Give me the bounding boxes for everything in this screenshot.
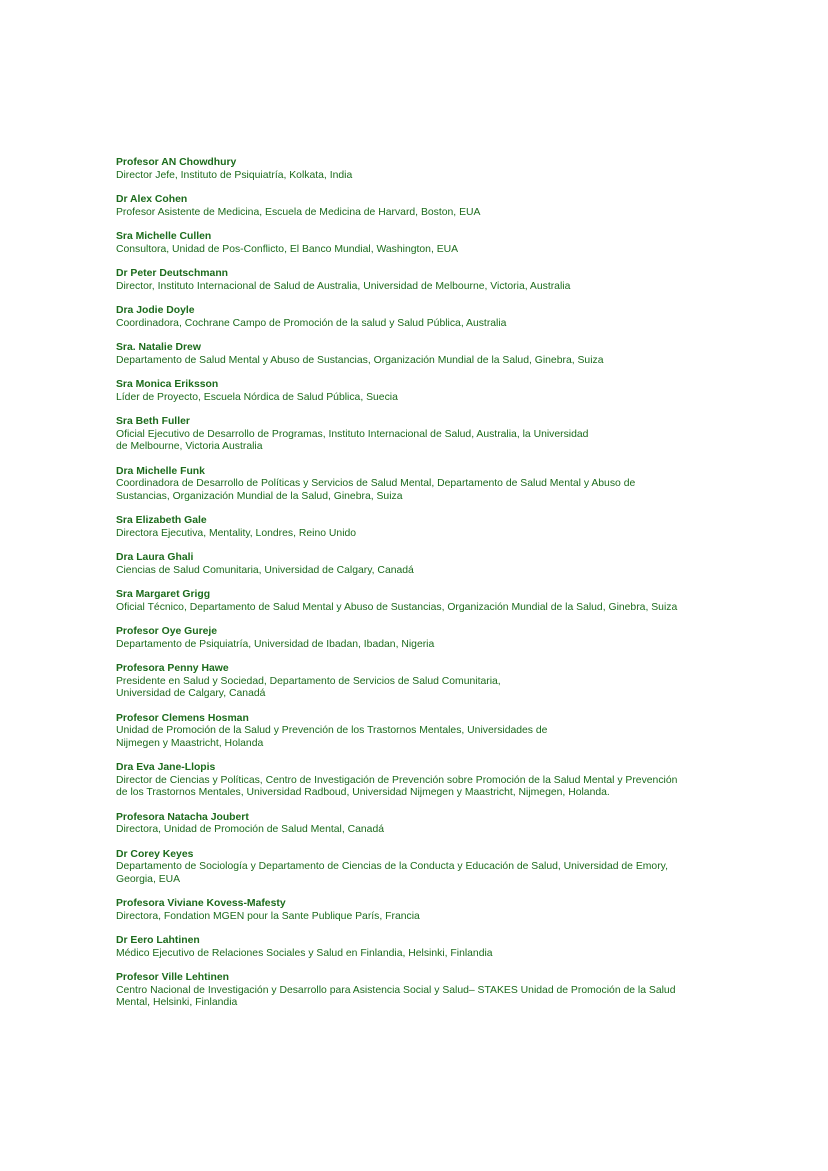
contributor-entry [116, 713, 716, 751]
contributor-name: Sra. Natalie Drew [116, 342, 201, 353]
contributor-name: Dra Eva Jane-Llopis [116, 762, 216, 773]
contributor-list [116, 157, 716, 1022]
contributor-name: Profesor Ville Lehtinen [116, 972, 229, 983]
contributor-name: Dr Eero Lahtinen [116, 935, 200, 946]
contributor-entry [116, 552, 716, 577]
contributor-entry [116, 268, 716, 293]
contributor-affiliation: Centro Nacional de Investigación y Desarrollo para Asistencia Social y Salud– STAKES Unidad de Promoción de la Salud Mental, Helsinki, Finlandia [116, 984, 676, 1008]
contributor-name: Sra Monica Eriksson [116, 379, 219, 390]
contributor-entry [116, 305, 716, 330]
contributor-affiliation: Profesor Asistente de Medicina, Escuela de Medicina de Harvard, Boston, EUA [116, 206, 481, 218]
contributor-entry [116, 812, 716, 837]
contributor-entry [116, 898, 716, 923]
contributor-name: Profesora Viviane Kovess-Mafesty [116, 898, 286, 909]
contributor-affiliation: Oficial Técnico, Departamento de Salud Mental y Abuso de Sustancias, Organización Mundial de la Salud, Ginebra, Suiza [116, 601, 678, 613]
contributor-entry [116, 416, 716, 454]
contributor-affiliation: Departamento de Salud Mental y Abuso de Sustancias, Organización Mundial de la Salud, Ginebra, Suiza [116, 354, 604, 366]
contributor-entry [116, 589, 716, 614]
contributor-entry [116, 466, 716, 504]
contributor-affiliation: Director, Instituto Internacional de Salud de Australia, Universidad de Melbourne, Victoria, Australia [116, 280, 571, 292]
contributor-affiliation: Director de Ciencias y Políticas, Centro de Investigación de Prevención sobre Promoción de la Salud Mental y Prevención de los Trastornos Mentales, Universidad Radboud, Universidad Nijmegen y Maastricht, Nijmegen, Holanda. [116, 774, 678, 798]
contributor-affiliation: Oficial Ejecutivo de Desarrollo de Programas, Instituto Internacional de Salud, Australia, la Universidad de Melbourne, Victoria Australia [116, 428, 589, 452]
contributor-entry [116, 157, 716, 182]
contributor-entry [116, 626, 716, 651]
contributor-name: Dra Laura Ghali [116, 552, 194, 563]
contributor-name: Dra Michelle Funk [116, 465, 205, 477]
contributor-entry [116, 972, 716, 1010]
contributor-affiliation: Directora, Unidad de Promoción de Salud Mental, Canadá [116, 824, 385, 835]
contributor-entry [116, 849, 716, 887]
contributor-affiliation: Directora Ejecutiva, Mentality, Londres, Reino Unido [116, 527, 357, 539]
contributor-affiliation: Líder de Proyecto, Escuela Nórdica de Salud Pública, Suecia [116, 391, 398, 403]
contributor-affiliation: Presidente en Salud y Sociedad, Departamento de Servicios de Salud Comunitaria, Universidad de Calgary, Canadá [116, 675, 501, 699]
contributor-name: Profesor Oye Gureje [116, 626, 218, 637]
contributor-entry [116, 935, 716, 960]
contributor-affiliation: Ciencias de Salud Comunitaria, Universidad de Calgary, Canadá [116, 564, 414, 576]
contributor-affiliation: Director Jefe, Instituto de Psiquiatría, Kolkata, India [116, 169, 353, 181]
contributor-name: Dr Corey Keyes [116, 848, 194, 860]
contributor-name: Dr Alex Cohen [116, 194, 188, 205]
contributor-affiliation: Coordinadora, Cochrane Campo de Promoción de la salud y Salud Pública, Australia [116, 317, 507, 329]
contributor-entry [116, 663, 716, 701]
contributor-name: Sra Michelle Cullen [116, 231, 212, 242]
contributor-entry [116, 342, 716, 367]
contributor-entry [116, 231, 716, 256]
contributor-affiliation: Consultora, Unidad de Pos-Conflicto, El Banco Mundial, Washington, EUA [116, 243, 459, 255]
contributor-affiliation: Médico Ejecutivo de Relaciones Sociales y Salud en Finlandia, Helsinki, Finlandia [116, 947, 493, 959]
contributor-entry [116, 515, 716, 540]
contributor-name: Sra Beth Fuller [116, 416, 190, 427]
contributor-name: Profesora Natacha Joubert [116, 811, 249, 823]
contributor-affiliation: Departamento de Psiquiatría, Universidad de Ibadan, Ibadan, Nigeria [116, 638, 435, 650]
contributor-name: Sra Margaret Grigg [116, 589, 211, 600]
contributor-entry [116, 379, 716, 404]
contributor-affiliation: Coordinadora de Desarrollo de Políticas y Servicios de Salud Mental, Departamento de Salud Mental y Abuso de Sustancias, Organización Mundial de la Salud, Ginebra, Suiza [116, 478, 636, 502]
contributor-affiliation: Unidad de Promoción de la Salud y Prevención de los Trastornos Mentales, Universidades de Nijmegen y Maastricht, Holanda [116, 725, 548, 749]
contributor-name: Sra Elizabeth Gale [116, 515, 207, 526]
contributor-entry [116, 762, 716, 800]
contributor-affiliation: Directora, Fondation MGEN pour la Sante Publique París, Francia [116, 910, 420, 922]
contributor-name: Dra Jodie Doyle [116, 305, 195, 316]
contributor-entry [116, 194, 716, 219]
contributor-name: Profesor Clemens Hosman [116, 712, 249, 724]
contributor-name: Profesora Penny Hawe [116, 663, 229, 674]
contributor-name: Dr Peter Deutschmann [116, 268, 229, 279]
contributor-affiliation: Departamento de Sociología y Departamento de Ciencias de la Conducta y Educación de Salud, Universidad de Emory, Georgia, EUA [116, 861, 668, 885]
contributor-name: Profesor AN Chowdhury [116, 157, 237, 168]
